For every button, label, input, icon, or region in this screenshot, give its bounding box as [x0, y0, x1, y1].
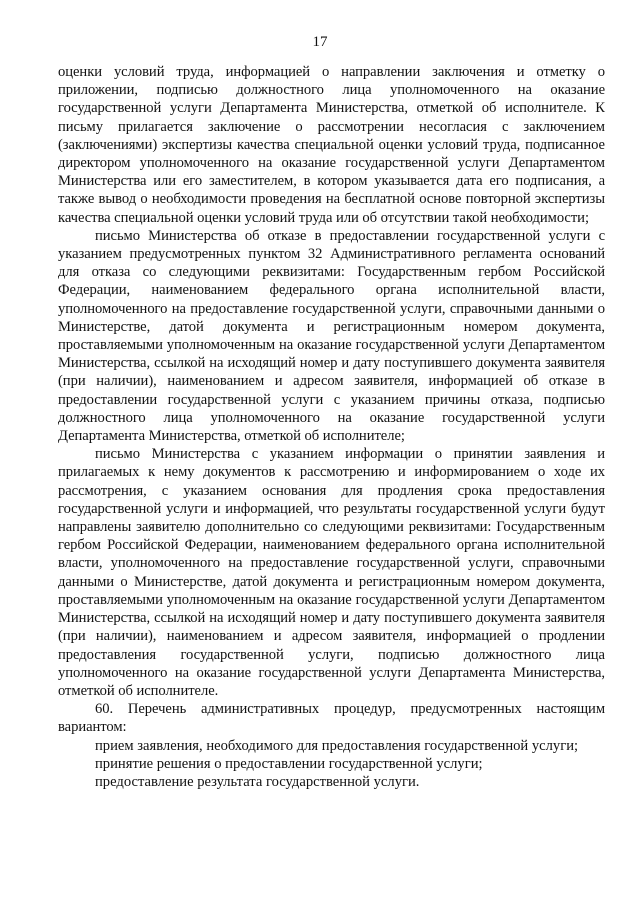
paragraph-acceptance-letter: письмо Министерства с указанием информации о принятии заявления и прилагаемых к нему документов к рассмотрению и информированием о ходе их рассмотрения, с указанием основания для продления срока предоставления государственной услуги и информацией, что результаты государственной услуги будут направлены заявителю дополнительно со следующими реквизитами: Государственным гербом Российской Федерации, наименованием федерального органа исполнительной власти, уполномоченного на предоставление государственной услуги, справочными данными о Министерстве, датой документа и регистрационным номером документа, проставляемыми уполномоченным на оказание государственной услуги Департаментом Министерства, ссылкой на исходящий номер и дату поступившего документа заявителя (при наличии), наименованием и адресом заявителя, информацией о продлении предоставления государственной услуги, подписью должностного лица уполномоченного на оказание государственной услуги Департамента Министерства, отметкой об исполнителе. — [58, 446, 605, 699]
paragraph-procedures-list-intro: 60. Перечень административных процедур, предусмотренных настоящим вариантом: — [58, 701, 605, 736]
page-number: 17 — [312, 34, 328, 50]
document-body — [58, 63, 605, 791]
paragraph-refusal-letter: письмо Министерства об отказе в предоставлении государственной услуги с указанием предусмотренных пунктом 32 Административного регламента оснований для отказа со следующими реквизитами: Государственным гербом Российской Федерации, наименованием федерального органа исполнительной власти, уполномоченного на предоставление государственной услуги, справочными данными о Министерстве, датой документа и регистрационным номером документа, проставляемыми уполномоченным на оказание государственной услуги Департаментом Министерства, ссылкой на исходящий номер и дату поступившего документа заявителя (при наличии), наименованием и адресом заявителя, информацией об отказе в предоставлении государственной услуги с указанием причины отказа, подписью должностного лица уполномоченного на оказание государственной услуги Департамента Министерства, отметкой об исполнителе; — [58, 227, 605, 445]
list-item: прием заявления, необходимого для предоставления государственной услуги; — [95, 737, 579, 754]
paragraph-continuation: оценки условий труда, информацией о направлении заключения и отметку о приложении, подписью должностного лица уполномоченного на оказание государственной услуги Департамента Министерства, отметкой об исполнителе. К письму прилагается заключение о рассмотрении несогласия с заключением (заключениями) экспертизы качества специальной оценки условий труда, подписанное директором уполномоченного на оказание государственной услуги Департаментом Министерства или его заместителем, в котором указывается дата его подписания, а также вывод о необходимости проведения на бесплатной основе повторной экспертизы качества специальной оценки условий труда или об отсутствии такой необходимости; — [58, 64, 605, 226]
list-item: принятие решения о предоставлении государственной услуги; — [95, 755, 483, 772]
list-item: предоставление результата государственной услуги. — [95, 773, 420, 790]
